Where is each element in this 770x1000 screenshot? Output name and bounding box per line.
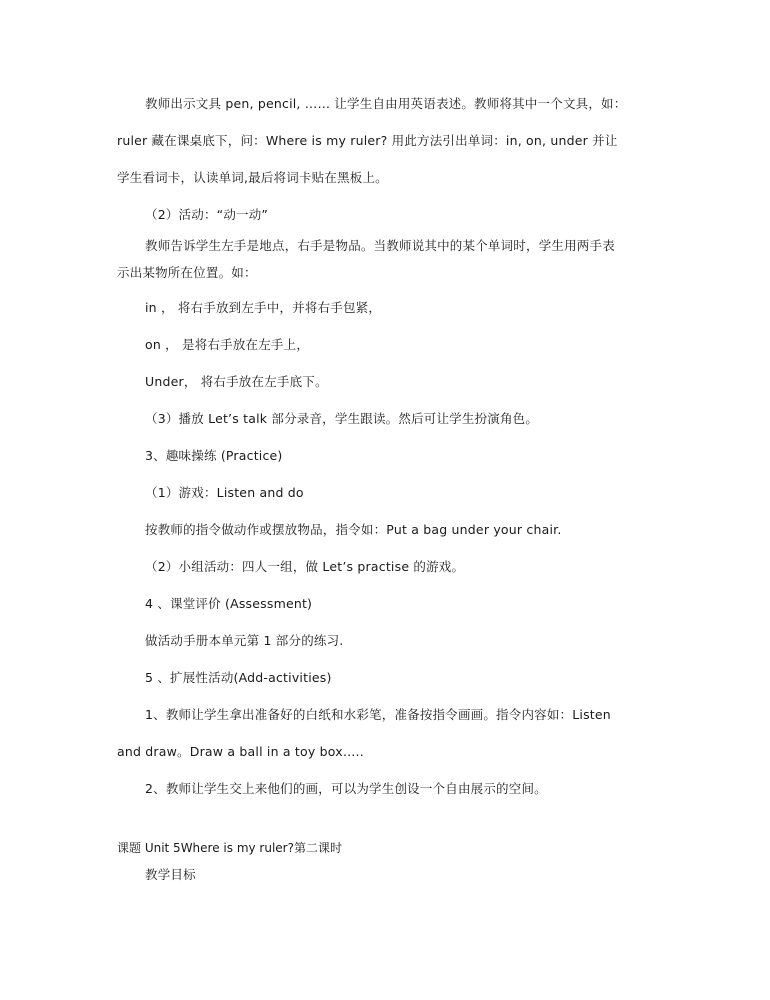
- instruction-on: on ， 是将右手放在左手上，: [145, 337, 310, 352]
- section-heading-practice: 3、趣味操练 (Practice): [145, 448, 283, 463]
- section-heading-assessment: 4 、课堂评价 (Assessment): [145, 596, 313, 611]
- paragraph-line-1: 教师出示文具 pen, pencil, …… 让学生自由用英语表述。教师将其中一个文具，如：: [145, 96, 627, 111]
- game-listen-and-do: （1）游戏：Listen and do: [145, 485, 304, 500]
- paragraph-line-2: ruler 藏在课桌底下，问：Where is my ruler? 用此方法引出单词：in, on, under 并让: [117, 133, 618, 148]
- paragraph-line-4: 教师告诉学生左手是地点，右手是物品。当教师说其中的某个单词时，学生用两手表: [145, 238, 615, 253]
- teaching-goals-heading: 教学目标: [145, 867, 196, 882]
- paragraph-workbook: 做活动手册本单元第 1 部分的练习.: [145, 633, 344, 648]
- section-heading-add-activities: 5 、扩展性活动(Add-activities): [145, 670, 332, 685]
- instruction-under: Under， 将右手放在左手底下。: [145, 374, 328, 389]
- group-activity: （2）小组活动：四人一组，做 Let’s practise 的游戏。: [145, 559, 465, 574]
- instruction-in: in ， 将右手放到左手中，并将右手包紧，: [145, 300, 382, 315]
- paragraph-draw-1: 1、教师让学生拿出准备好的白纸和水彩笔，准备按指令画画。指令内容如：Listen: [145, 707, 611, 722]
- section-heading-activity: （2）活动：“动一动”: [145, 207, 269, 222]
- paragraph-line-3: 学生看词卡，认读单词,最后将词卡贴在黑板上。: [117, 170, 388, 185]
- paragraph-display: 2、教师让学生交上来他们的画，可以为学生创设一个自由展示的空间。: [145, 781, 547, 796]
- paragraph-line-5: 示出某物所在位置。如：: [117, 265, 257, 280]
- section-heading-lets-talk: （3）播放 Let’s talk 部分录音，学生跟读。然后可让学生扮演角色。: [145, 411, 539, 426]
- paragraph-draw-2: and draw。Draw a ball in a toy box…..: [117, 744, 364, 759]
- lesson-title: 课题 Unit 5Where is my ruler?第二课时: [117, 841, 342, 855]
- paragraph-instruction: 按教师的指令做动作或摆放物品，指令如：Put a bag under your chair.: [145, 522, 562, 537]
